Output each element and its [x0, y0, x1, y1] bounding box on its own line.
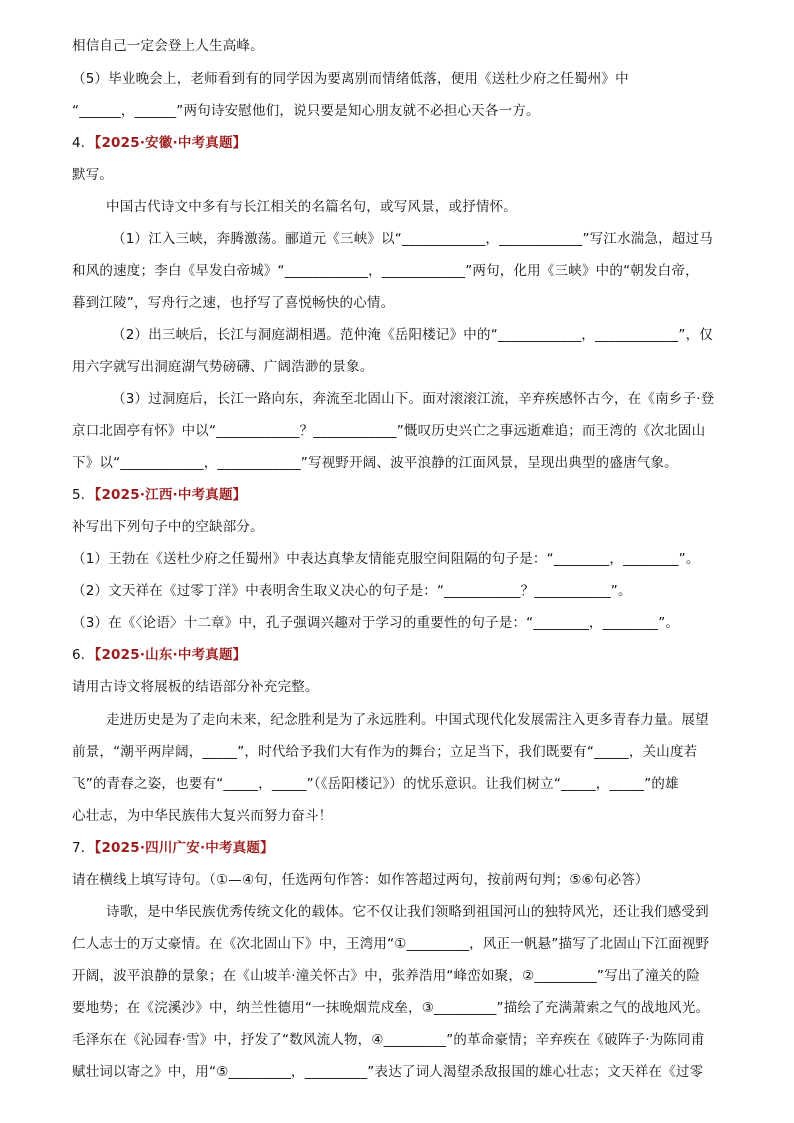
- text-line: 中国古代诗文中多有与长江相关的名篇名句，或写风景，或抒情怀。: [106, 199, 517, 215]
- question-source-tag: 【2025·四川广安·中考真题】: [94, 840, 274, 856]
- question-number: 4．: [72, 135, 95, 151]
- question-number: 7．: [72, 840, 95, 856]
- text-line: 心壮志，为中华民族伟大复兴而努力奋斗！: [72, 808, 333, 824]
- text-line: （3）过洞庭后，长江一路向东，奔流至北固山下。面对滚滚江流，辛弃疾感怀古今，在《南乡子·登: [112, 391, 715, 407]
- question-source-tag: 【2025·江西·中考真题】: [94, 487, 247, 503]
- text-line: 请用古诗文将展板的结语部分补充完整。: [72, 679, 319, 695]
- question-header: [72, 133, 742, 153]
- text-line: 赋壮词以寄之》中，用“⑤_________，_________”表达了词人渴望杀敌报国的雄心壮志；文天祥在《过零: [72, 1064, 704, 1080]
- text-line: （5）毕业晚会上，老师看到有的同学因为要离别而情绪低落，便用《送杜少府之任蜀州》中: [72, 71, 629, 87]
- text-line: 暮到江陵”，写舟行之速，也抒写了喜悦畅快的心情。: [72, 295, 395, 311]
- text-line: （1）江入三峡，奔腾激荡。郦道元《三峡》以“____________，____________”写江水湍急，超过马: [112, 231, 713, 247]
- text-line: 走进历史是为了走向未来，纪念胜利是为了永远胜利。中国式现代化发展需注入更多青春力量。展望: [106, 712, 709, 728]
- question-source-tag: 【2025·安徽·中考真题】: [94, 135, 247, 151]
- text-line: 默写。: [72, 167, 114, 183]
- text-line: 仁人志士的万丈豪情。在《次北固山下》中，王湾用“①_________，风正一帆悬”描写了北固山下江面视野: [72, 936, 710, 952]
- question-number: 5．: [72, 487, 95, 503]
- text-line: （3）在《〈论语〉十二章》中，孔子强调兴趣对于学习的重要性的句子是：“________，________”。: [72, 615, 680, 631]
- text-line: 和风的速度；李白《早发白帝城》“____________，____________”两句，化用《三峡》中的“朝发白帝，: [72, 263, 699, 279]
- question-source-tag: 【2025·山东·中考真题】: [94, 647, 247, 663]
- text-line: 相信自己一定会登上人生高峰。: [72, 38, 264, 54]
- text-line: 前景，“潮平两岸阔，_____”，时代给予我们大有作为的舞台；立足当下，我们既要有“_____，关山度若: [72, 744, 698, 760]
- question-header: [72, 485, 742, 505]
- text-line: 飞”的青春之姿，也要有“_____，_____”（《岳阳楼记》）的忧乐意识。让我们树立“_____，_____”的雄: [72, 776, 679, 792]
- text-line: （1）王勃在《送杜少府之任蜀州》中表达真挚友情能克服空间阻隔的句子是：“________，________”。: [72, 551, 700, 567]
- text-line: 请在横线上填写诗句。（①—④句，任选两句作答：如作答超过两句，按前两句判；⑤⑥句必答）: [72, 872, 649, 888]
- text-line: 京口北固亭有怀》中以“____________？____________”慨叹历史兴亡之事远逝难追；而王湾的《次北固山: [72, 423, 706, 439]
- text-line: 要地势；在《浣溪沙》中，纳兰性德用“一抹晚烟荒戍垒，③_________”描绘了充满萧索之气的战地风光。: [72, 1000, 710, 1016]
- text-line: 诗歌，是中华民族优秀传统文化的载体。它不仅让我们领略到祖国河山的独特风光，还让我们感受到: [106, 904, 709, 920]
- question-number: 6．: [72, 647, 95, 663]
- text-line: 下》以“____________，____________”写视野开阔、波平浪静的江面风景，呈现出典型的盛唐气象。: [72, 455, 678, 471]
- question-header: [72, 645, 742, 665]
- text-line: 补写出下列句子中的空缺部分。: [72, 519, 264, 535]
- text-line: 开阔，波平浪静的景象；在《山坡羊·潼关怀古》中，张养浩用“峰峦如聚，②_________”写出了潼关的险: [72, 968, 701, 984]
- text-line: （2）出三峡后，长江与洞庭湖相遇。范仲淹《岳阳楼记》中的“____________，____________”，仅: [112, 327, 713, 343]
- text-line: “______，______”两句诗安慰他们，说只要是知心朋友就不必担心天各一方。: [72, 103, 540, 119]
- text-line: （2）文天祥在《过零丁洋》中表明舍生取义决心的句子是：“___________？___________”。: [72, 583, 632, 599]
- question-header: [72, 838, 742, 858]
- text-line: 毛泽东在《沁园春·雪》中，抒发了“数风流人物，④_________”的革命豪情；辛弃疾在《破阵子·为陈同甫: [72, 1032, 705, 1048]
- text-line: 用六字就写出洞庭湖气势磅礴、广阔浩渺的景象。: [72, 359, 374, 375]
